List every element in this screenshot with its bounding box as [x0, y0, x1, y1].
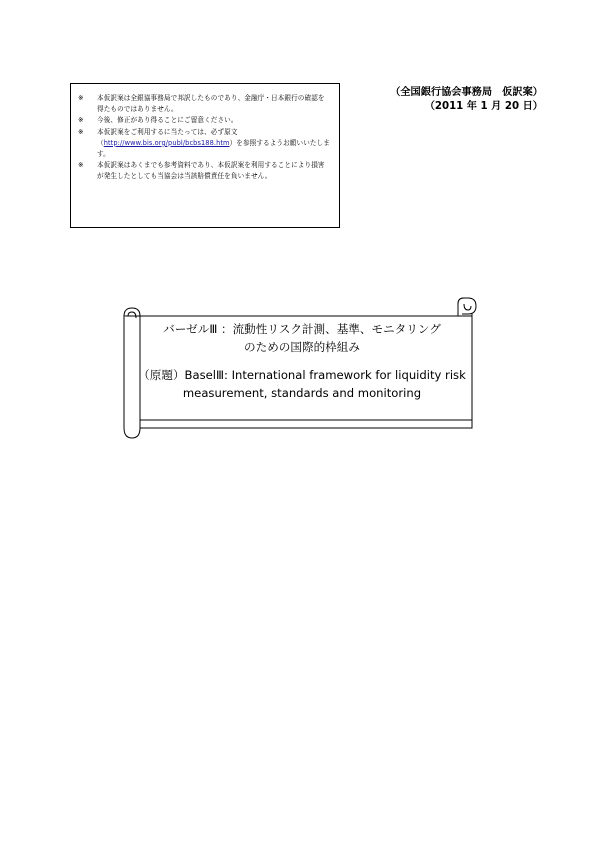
- japanese-title: [134, 320, 470, 356]
- link-open-paren: （: [97, 138, 104, 147]
- disclaimer-item: [78, 93, 331, 115]
- japanese-title-line1: バーゼルⅢ ：流動性リスク計測、基準、モニタリング: [163, 322, 441, 336]
- note-mark: ※: [78, 127, 84, 136]
- disclaimer-box: [70, 83, 340, 228]
- title-block: [134, 320, 470, 402]
- japanese-title-line2: のための国際的枠組み: [244, 340, 360, 354]
- original-title-line1: （原題）BaselⅢ: International framework for liquidity risk: [138, 368, 466, 382]
- disclaimer-text-after: ）を参照するようお願いいたします。: [97, 138, 330, 159]
- disclaimer-text: 本仮訳案は全銀協事務局で邦訳したものであり、金融庁・日本銀行の確認を得たものではありません。: [97, 94, 325, 114]
- disclaimer-text: 今後、修正があり得ることにご留意ください。: [97, 116, 238, 125]
- disclaimer-text-before: 本仮訳案をご利用するに当たっては、必ず原文: [97, 127, 238, 136]
- note-mark: ※: [78, 94, 84, 102]
- disclaimer-item: [78, 115, 331, 126]
- original-title-line2: measurement, standards and monitoring: [182, 386, 422, 400]
- note-mark: ※: [78, 116, 84, 125]
- disclaimer-text: [97, 127, 331, 161]
- document-header: [390, 86, 543, 114]
- disclaimer-item: [78, 160, 331, 182]
- disclaimer-text: 本仮訳案はあくまでも参考資料であり、本仮訳案を利用することにより損害が発生したとしても当協会は当該賠償責任を負いません。: [97, 161, 325, 181]
- organization-label: （全国銀行協会事務局 仮訳案）: [390, 87, 543, 98]
- title-scroll: [112, 296, 488, 442]
- original-title: [134, 366, 470, 402]
- note-mark: ※: [78, 161, 84, 170]
- original-text-link[interactable]: http://www.bis.org/publ/bcbs188.htm: [103, 138, 230, 147]
- disclaimer-item: [78, 127, 331, 161]
- document-date: （2011 年 1 月 20 日）: [424, 101, 543, 112]
